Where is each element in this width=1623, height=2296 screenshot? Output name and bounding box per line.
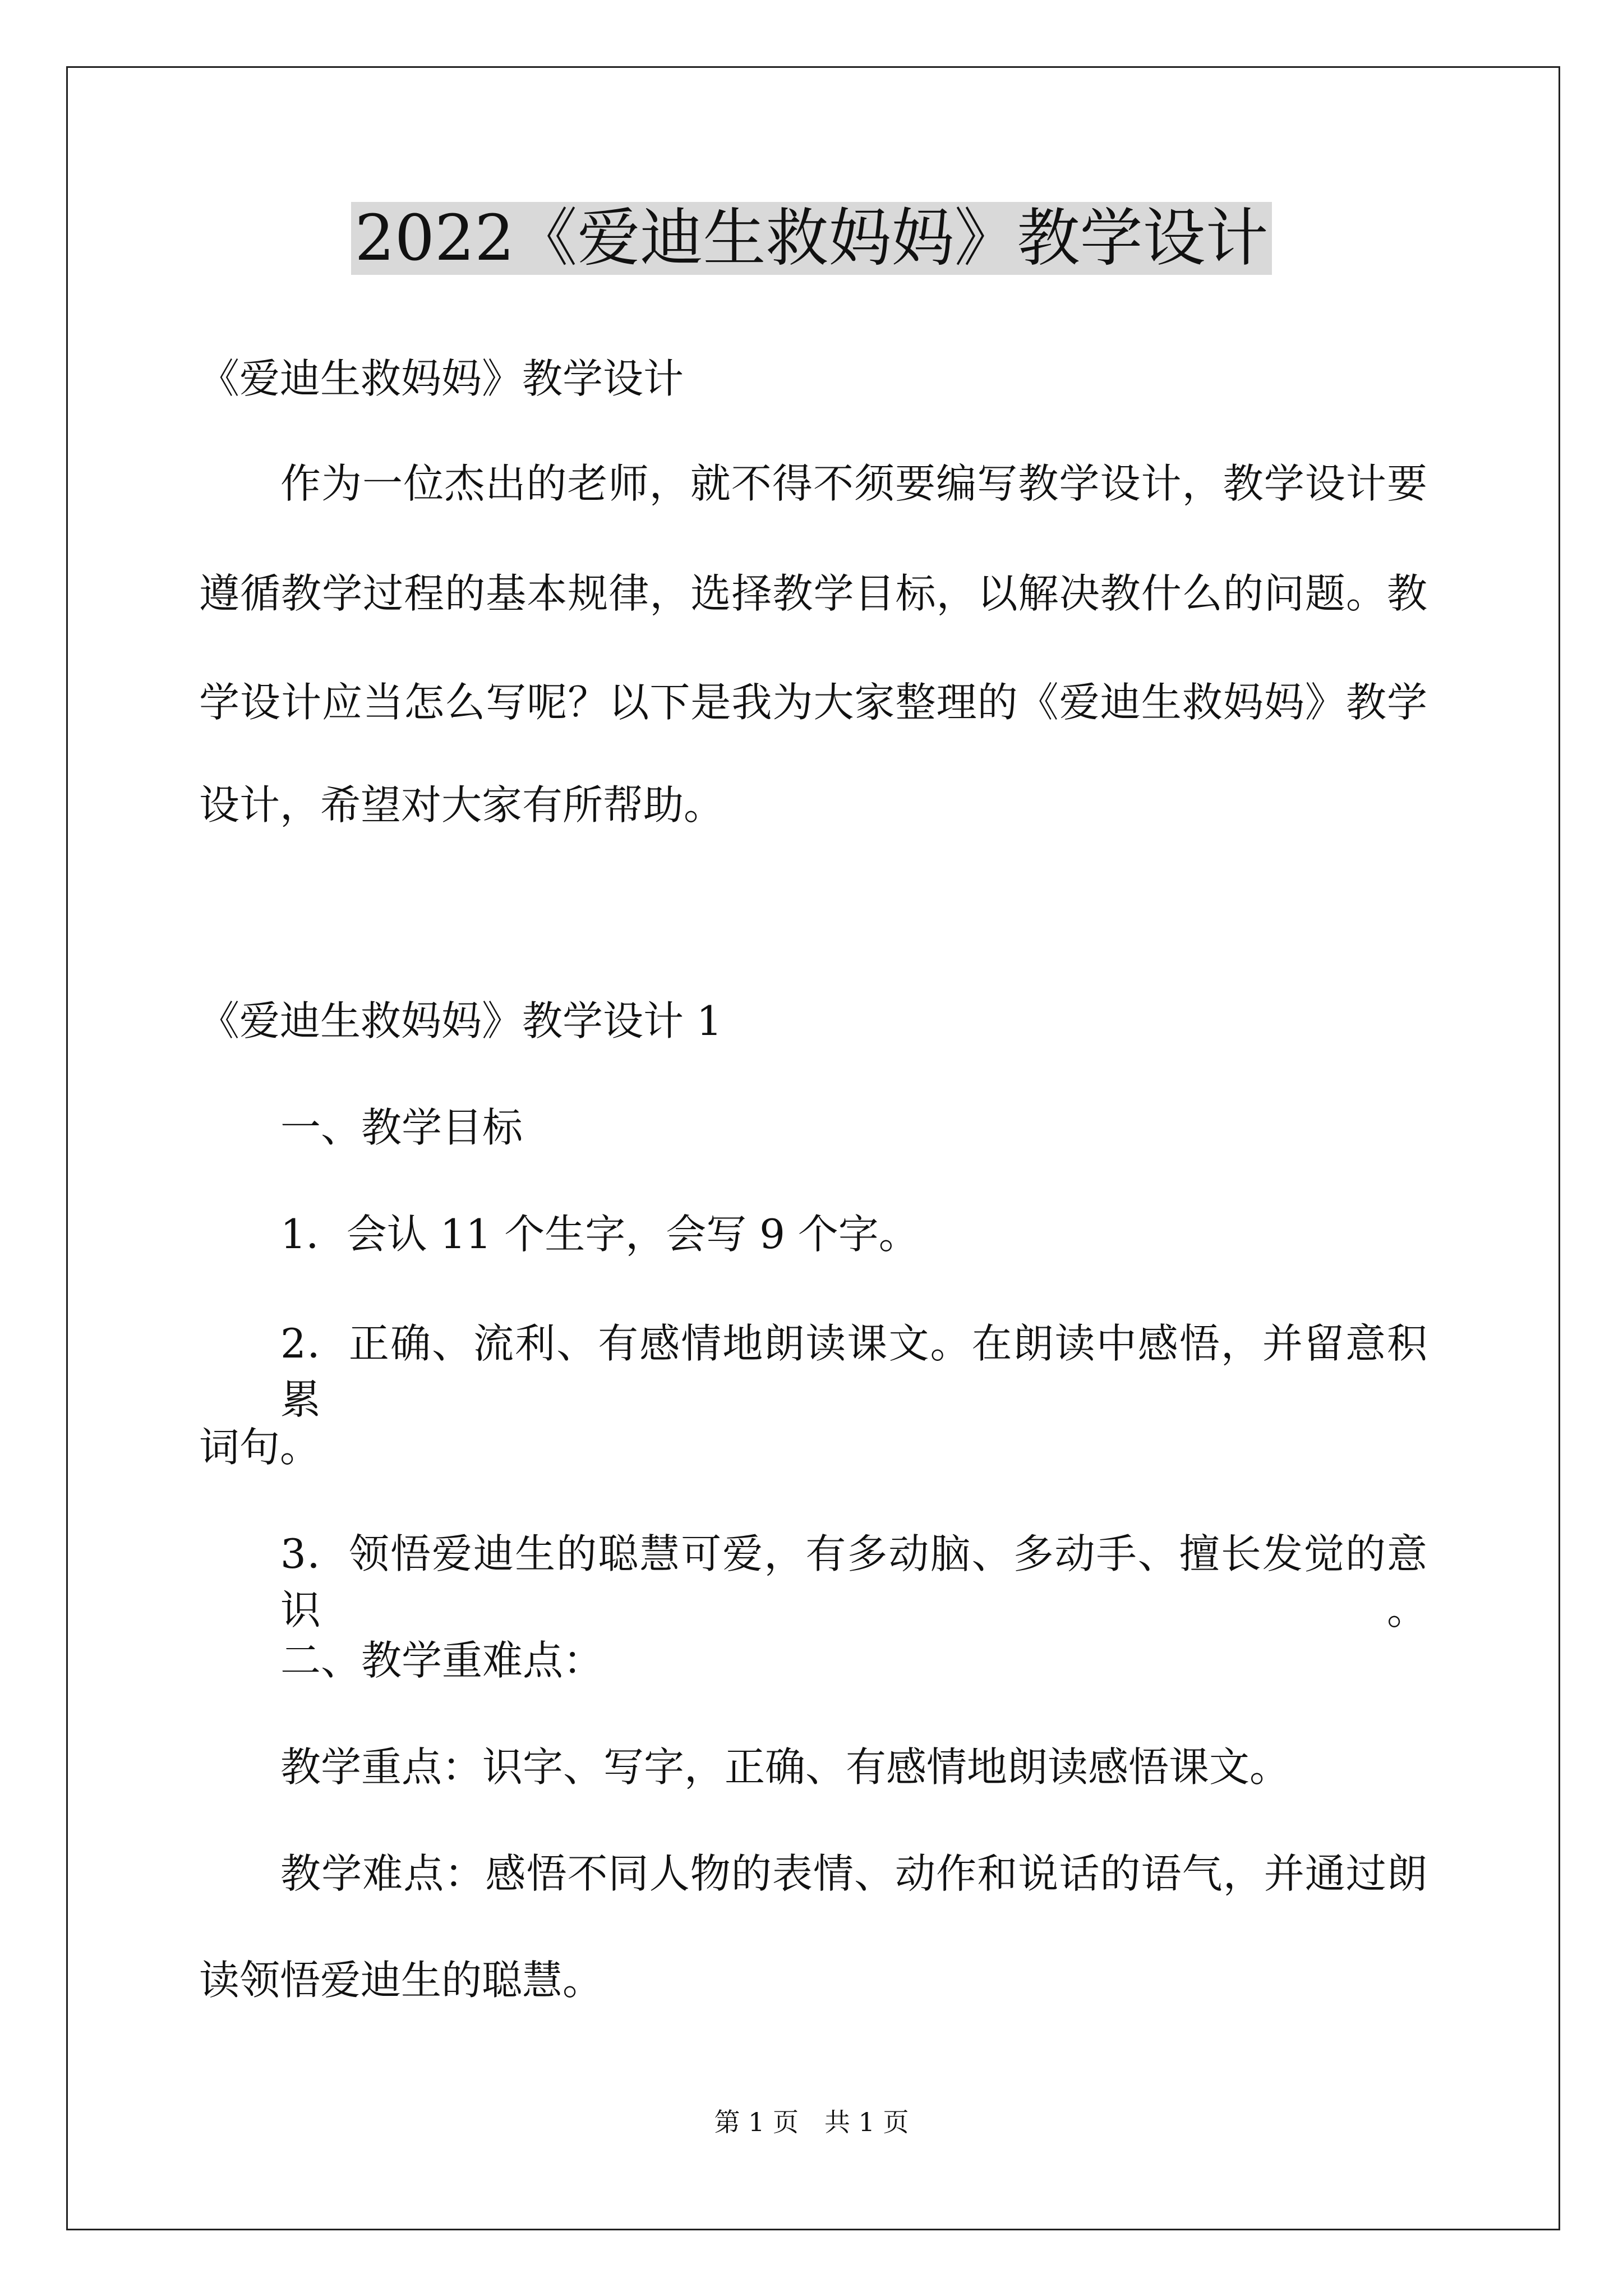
goal-1: 1．会认 11 个生字，会写 9 个字。 xyxy=(280,1211,919,1258)
goal-2-line-2: 词句。 xyxy=(199,1424,321,1471)
difficulty-line-2: 读领悟爱迪生的聪慧。 xyxy=(199,1957,603,2004)
intro-line-3: 学设计应当怎么写呢？以下是我为大家整理的《爱迪生救妈妈》教学 xyxy=(199,679,1427,726)
intro-line-1: 作为一位杰出的老师，就不得不须要编写教学设计，教学设计要 xyxy=(280,460,1427,507)
intro-line-2: 遵循教学过程的基本规律，选择教学目标，以解决教什么的问题。教 xyxy=(199,570,1427,617)
page-footer: 第 1 页 共 1 页 xyxy=(714,2107,909,2137)
goals-heading: 一、教学目标 xyxy=(280,1104,523,1151)
key-points-heading: 二、教学重难点： xyxy=(280,1637,604,1684)
goal-3: 3．领悟爱迪生的聪慧可爱，有多动脑、多动手、擅长发觉的意识。 xyxy=(280,1530,1427,1634)
difficulty-line-1: 教学难点：感悟不同人物的表情、动作和说话的语气，并通过朗 xyxy=(280,1850,1427,1897)
document-title-text: 2022《爱迪生救妈妈》教学设计 xyxy=(351,202,1271,275)
document-title xyxy=(0,199,1623,278)
key-point: 教学重点：识字、写字，正确、有感情地朗读感悟课文。 xyxy=(280,1743,1290,1791)
subtitle: 《爱迪生救妈妈》教学设计 xyxy=(199,355,684,402)
goal-2-line-1: 2．正确、流利、有感情地朗读课文。在朗读中感悟，并留意积累 xyxy=(280,1320,1427,1423)
intro-line-4: 设计，希望对大家有所帮助。 xyxy=(199,781,725,829)
section-heading: 《爱迪生救妈妈》教学设计 1 xyxy=(199,997,722,1045)
